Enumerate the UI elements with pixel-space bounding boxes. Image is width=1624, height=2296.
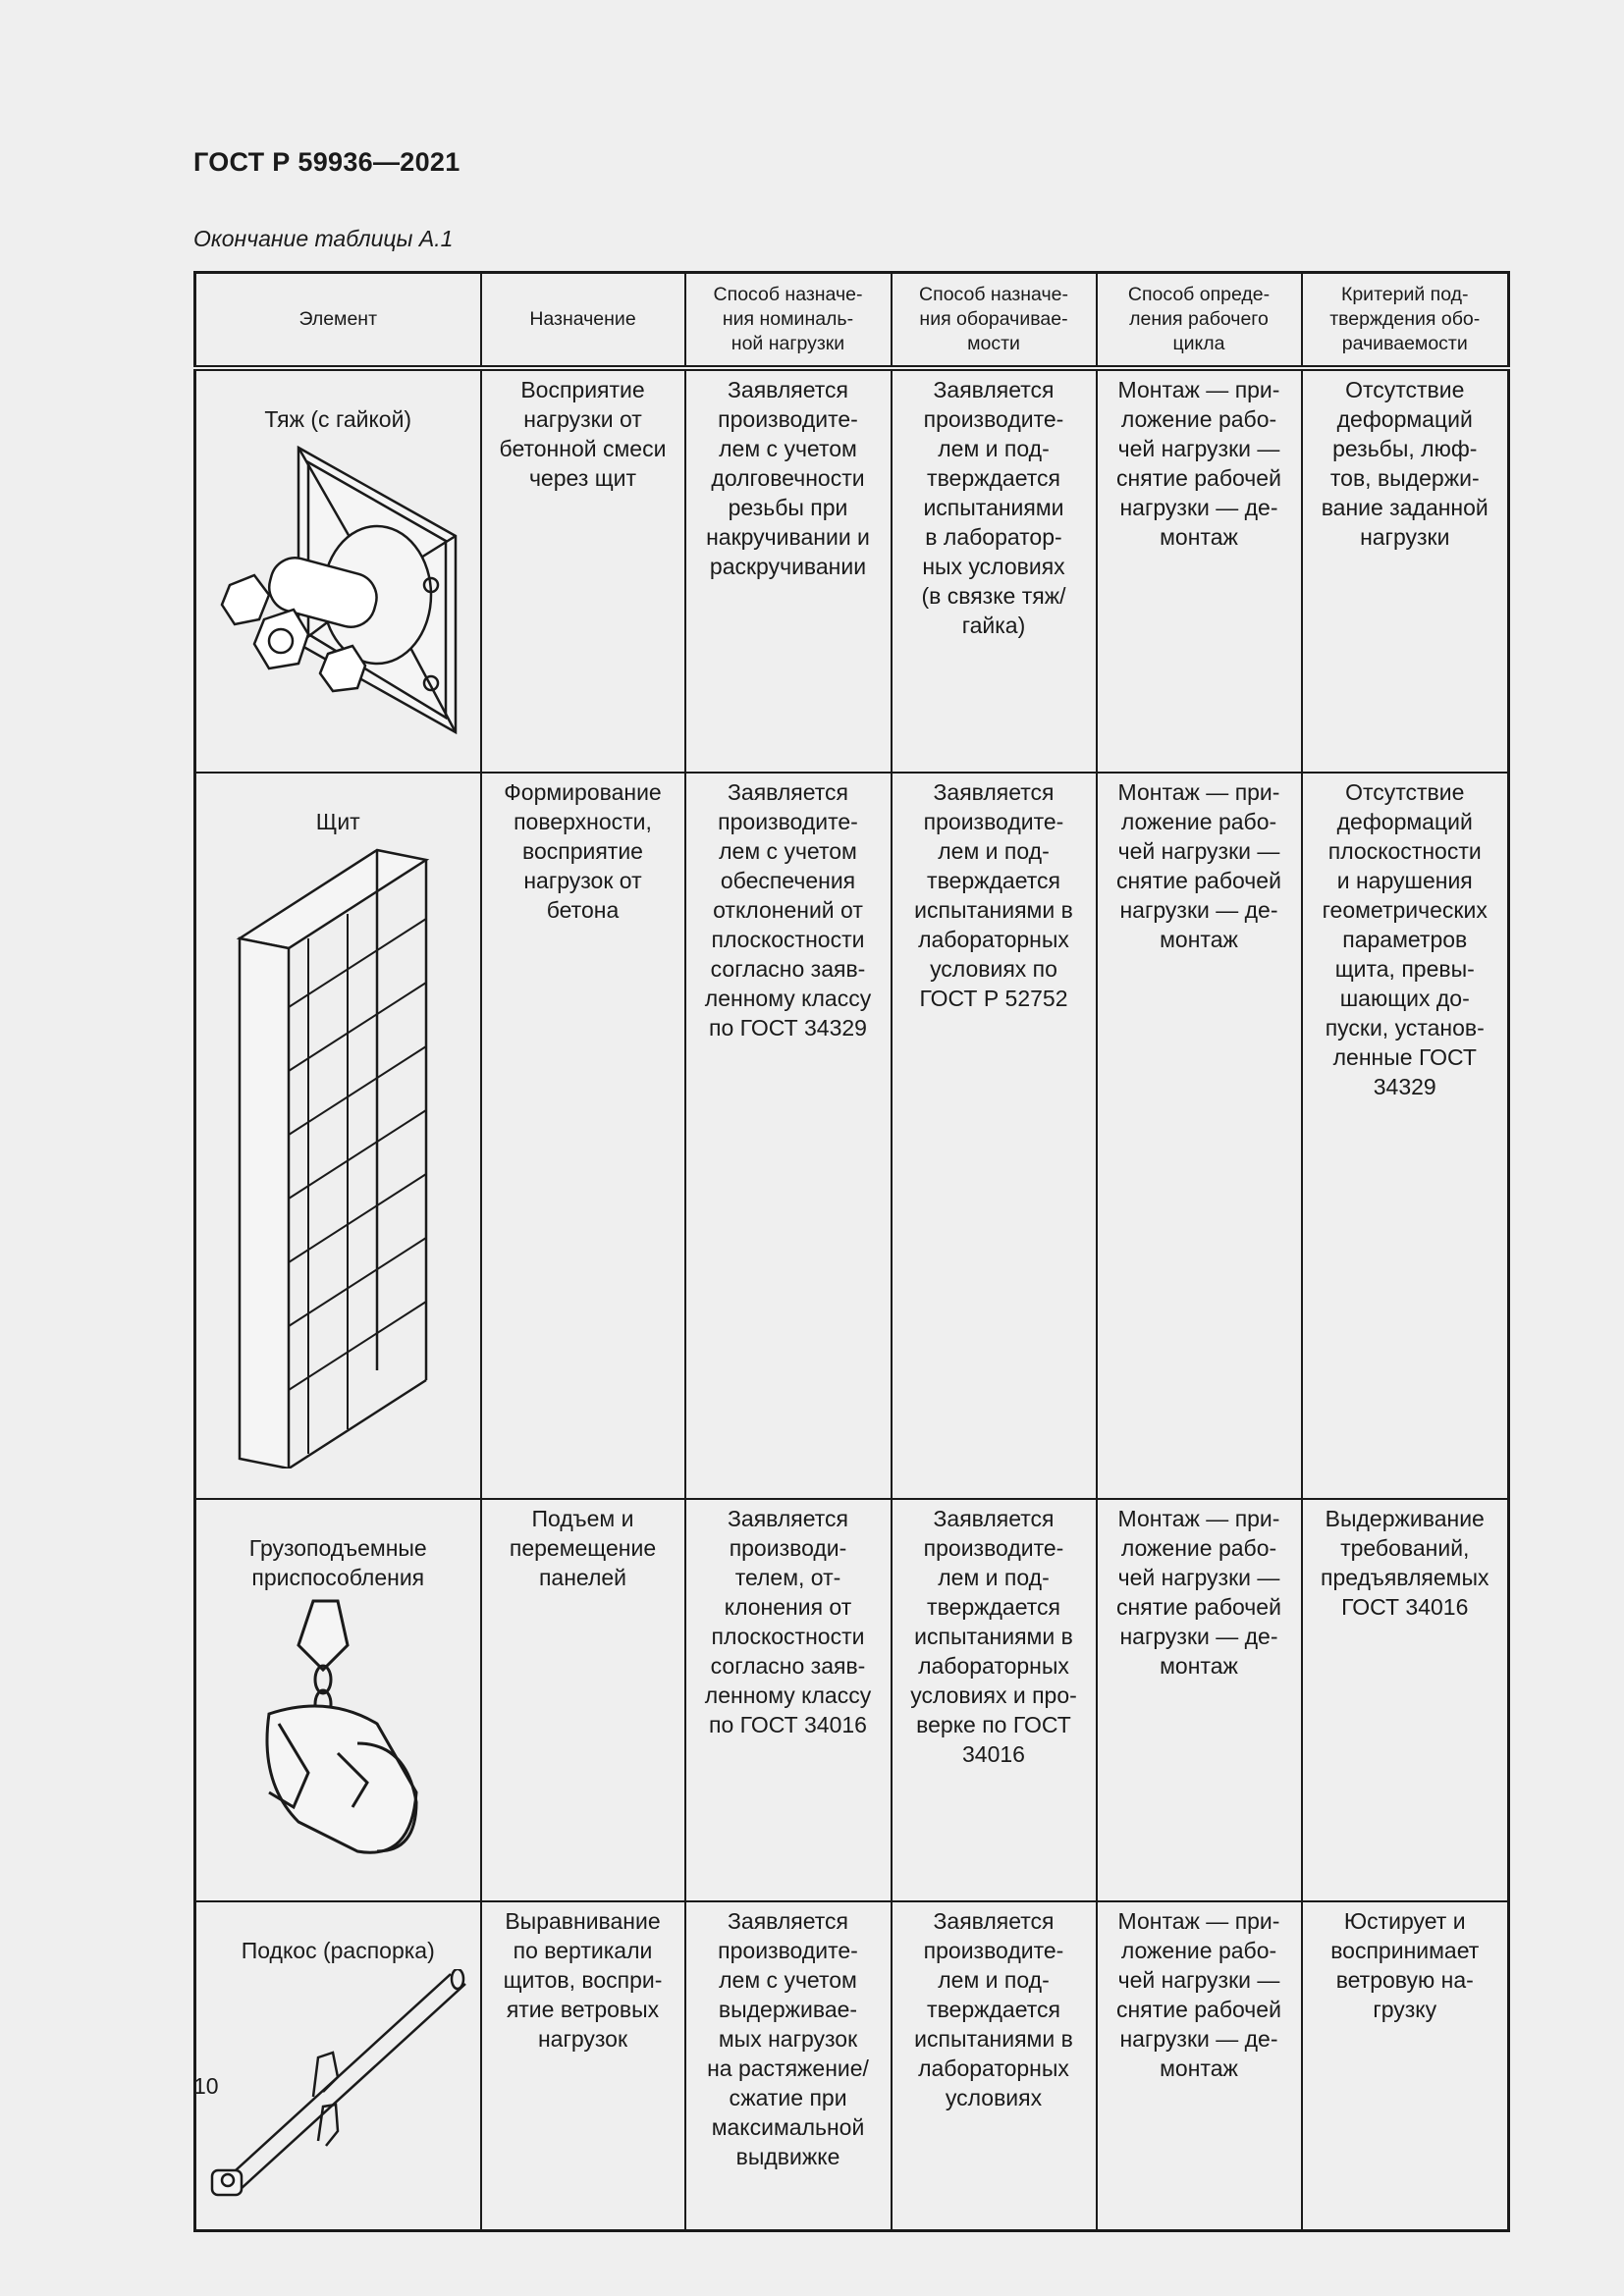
page-number: 10 xyxy=(193,2073,219,2099)
column-header: Способ опреде- ления рабочего цикла xyxy=(1097,273,1302,369)
nominal-load-cell: Заявляется производите- лем с учетом выдерживае- мых нагрузок на растяжение/ сжатие при максимальной выдвижке xyxy=(685,1901,892,2231)
column-header: Способ назначе- ния номиналь- ной нагрузки xyxy=(685,273,892,369)
purpose-cell: Восприятие нагрузки от бетонной смеси через щит xyxy=(481,368,685,773)
purpose-cell: Подъем и перемещение панелей xyxy=(481,1499,685,1901)
formwork-elements-table xyxy=(193,271,1510,2232)
element-cell xyxy=(195,368,481,773)
table-row xyxy=(195,368,1509,773)
element-name: Грузоподъемные приспособления xyxy=(248,1535,427,1590)
nominal-load-cell: Заявляется производите- лем с учетом обеспечения отклонений от плоскостности согласно заяв- ленному классу по ГОСТ 34329 xyxy=(685,773,892,1499)
table-row xyxy=(195,1901,1509,2231)
element-cell xyxy=(195,773,481,1499)
column-header: Критерий под- тверждения обо- рачиваемости xyxy=(1302,273,1509,369)
tie-rod-with-nut-illustration xyxy=(210,438,465,742)
element-name: Подкос (распорка) xyxy=(241,1938,435,1963)
nominal-load-cell: Заявляется производи- телем, от- клонения от плоскостности согласно заяв- ленному классу по ГОСТ 34016 xyxy=(685,1499,892,1901)
nominal-load-cell: Заявляется производите- лем с учетом долговечности резьбы при накручивании и раскручивании xyxy=(685,368,892,773)
element-name: Тяж (с гайкой) xyxy=(264,406,412,432)
column-header: Элемент xyxy=(195,273,481,369)
purpose-cell: Выравнивание по вертикали щитов, воспри- ятие ветровых нагрузок xyxy=(481,1901,685,2231)
turnover-criterion-cell: Юстирует и воспринимает ветровую на- грузку xyxy=(1302,1901,1509,2231)
work-cycle-cell: Монтаж — при- ложение рабо- чей нагрузки — снятие рабочей нагрузки — де- монтаж xyxy=(1097,368,1302,773)
element-cell xyxy=(195,1901,481,2231)
table-row xyxy=(195,773,1509,1499)
formwork-panel-illustration xyxy=(230,840,446,1468)
element-name: Щит xyxy=(315,809,360,834)
turnover-criterion-cell: Отсутствие деформаций плоскостности и нарушения геометрических параметров щита, превы- шающих до- пуски, установ- ленные ГОСТ 34329 xyxy=(1302,773,1509,1499)
brace-prop-illustration xyxy=(200,1969,475,2200)
table-header-row xyxy=(195,273,1509,369)
work-cycle-cell: Монтаж — при- ложение рабо- чей нагрузки — снятие рабочей нагрузки — де- монтаж xyxy=(1097,1499,1302,1901)
document-title: ГОСТ Р 59936—2021 xyxy=(193,147,460,177)
table-row xyxy=(195,1499,1509,1901)
element-cell xyxy=(195,1499,481,1901)
turnover-method-cell: Заявляется производите- лем и под- тверждается испытаниями в лабораторных условиях и про- верке по ГОСТ 34016 xyxy=(892,1499,1097,1901)
column-header: Способ назначе- ния оборачивае- мости xyxy=(892,273,1097,369)
purpose-cell: Формирование поверхности, восприятие нагрузок от бетона xyxy=(481,773,685,1499)
lifting-clamp-illustration xyxy=(240,1596,436,1871)
work-cycle-cell: Монтаж — при- ложение рабо- чей нагрузки — снятие рабочей нагрузки — де- монтаж xyxy=(1097,1901,1302,2231)
turnover-criterion-cell: Отсутствие деформаций резьбы, люф- тов, выдержи- вание заданной нагрузки xyxy=(1302,368,1509,773)
turnover-criterion-cell: Выдерживание требований, предъявляемых ГОСТ 34016 xyxy=(1302,1499,1509,1901)
column-header: Назначение xyxy=(481,273,685,369)
turnover-method-cell: Заявляется производите- лем и под- тверждается испытаниями в лабораторных условиях xyxy=(892,1901,1097,2231)
work-cycle-cell: Монтаж — при- ложение рабо- чей нагрузки — снятие рабочей нагрузки — де- монтаж xyxy=(1097,773,1302,1499)
table-caption: Окончание таблицы А.1 xyxy=(193,226,454,251)
turnover-method-cell: Заявляется производите- лем и под- тверждается испытаниями в лаборатор- ных условиях (в связке тяж/ гайка) xyxy=(892,368,1097,773)
turnover-method-cell: Заявляется производите- лем и под- тверждается испытаниями в лабораторных условиях по ГОСТ Р 52752 xyxy=(892,773,1097,1499)
